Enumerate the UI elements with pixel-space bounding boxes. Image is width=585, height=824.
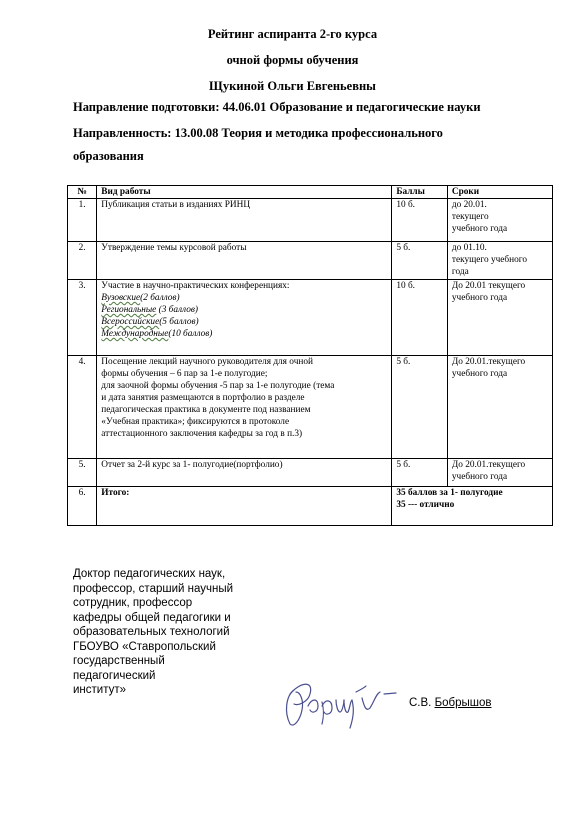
- row-num: 1.: [68, 199, 97, 242]
- conference-intro: Участие в научно-практических конференциях:: [101, 281, 290, 291]
- conference-level: [101, 328, 387, 340]
- row-kind: [97, 280, 392, 356]
- level-points: (2 баллов): [140, 293, 180, 303]
- term-line: года: [451, 267, 469, 277]
- conference-level: [101, 316, 387, 328]
- header-num: №: [68, 186, 97, 199]
- row-term: [447, 356, 552, 459]
- row-term: [447, 280, 552, 356]
- focus-value-1: 13.00.08 Теория и методика профессионального: [174, 126, 443, 140]
- title-line-2: очной формы обучения: [226, 53, 359, 67]
- term-line: учебного года: [451, 224, 508, 234]
- row-score: 5 б.: [392, 356, 448, 459]
- header-term: Сроки: [447, 186, 552, 199]
- position-line: ГБОУВО «Ставропольский: [73, 640, 216, 653]
- row-score: 10 б.: [392, 199, 448, 242]
- table-row-total: [68, 487, 553, 526]
- signer-initials: С.В.: [409, 697, 435, 709]
- focus-label: Направленность:: [73, 126, 172, 140]
- kind-line: для заочной формы обучения -5 пар за 1-е полугодие (тема: [101, 381, 335, 391]
- conference-level: [101, 292, 387, 304]
- term-line: текущего учебного: [451, 255, 527, 265]
- position-line: кафедры общей педагогики и: [73, 611, 231, 624]
- table-row: [68, 356, 553, 459]
- level-points: (5 баллов): [159, 317, 199, 327]
- position-line: профессор, старший научный: [73, 582, 234, 595]
- row-score: 5 б.: [392, 242, 448, 280]
- row-kind: Публикация статьи в изданиях РИНЦ: [97, 199, 392, 242]
- focus-line: [73, 126, 443, 141]
- position-line: государственный: [73, 655, 165, 667]
- term-line: До 20.01 текущего: [451, 281, 526, 291]
- handwritten-signature: [280, 672, 400, 739]
- total-line-1: 35 баллов за 1- полугодие: [396, 488, 503, 498]
- term-line: учебного года: [451, 293, 508, 303]
- row-term: [447, 242, 552, 280]
- total-line-2: 35 --- отлично: [396, 500, 455, 510]
- row-score: 5 б.: [392, 459, 448, 487]
- row-kind: Отчет за 2-й курс за 1- полугодие(портфолио): [97, 459, 392, 487]
- term-line: до 20.01.: [451, 200, 487, 210]
- level-name: Всероссийские: [101, 317, 160, 327]
- kind-line: и дата занятия размещаются в портфолио в разделе: [101, 393, 305, 403]
- signer-surname: Бобрышов: [434, 697, 492, 709]
- total-label: Итого:: [97, 487, 392, 526]
- kind-line: Посещение лекций научного руководителя для очной: [101, 357, 313, 367]
- row-num: 3.: [68, 280, 97, 356]
- direction-line: [73, 100, 481, 115]
- rating-table: [67, 185, 553, 526]
- term-line: До 20.01.текущего: [451, 460, 526, 470]
- row-num: 4.: [68, 356, 97, 459]
- direction-label: Направление подготовки:: [73, 100, 220, 114]
- level-points: (10 баллов): [168, 329, 213, 339]
- row-kind: [97, 356, 392, 459]
- title-line-3: Щукиной Ольги Евгеньевны: [209, 79, 376, 93]
- conference-level: [101, 304, 387, 316]
- row-kind: Утверждение темы курсовой работы: [97, 242, 392, 280]
- header-score: Баллы: [392, 186, 448, 199]
- table-row: [68, 459, 553, 487]
- row-term: [447, 199, 552, 242]
- table-row: [68, 199, 553, 242]
- total-value: [392, 487, 553, 526]
- row-num: 5.: [68, 459, 97, 487]
- term-line: учебного года: [451, 369, 508, 379]
- term-line: текущего: [451, 212, 489, 222]
- row-num: 6.: [68, 487, 97, 526]
- table-row: [68, 280, 553, 356]
- position-line: Доктор педагогических наук,: [73, 568, 226, 580]
- kind-line: педагогическая практика в документе под названием: [101, 405, 311, 415]
- term-line: до 01.10.: [451, 243, 487, 253]
- signer-name: [409, 697, 491, 709]
- level-name: Вузовские: [101, 293, 141, 303]
- table-header-row: [68, 186, 553, 199]
- position-line: сотрудник, профессор: [73, 597, 193, 609]
- level-name: Региональные: [101, 305, 157, 315]
- position-line: институт»: [73, 684, 127, 696]
- level-name: Международные: [101, 329, 169, 339]
- row-num: 2.: [68, 242, 97, 280]
- signature-icon: [280, 672, 400, 734]
- kind-line: аттестационного заключения кафедры за год в п.3): [101, 429, 303, 439]
- focus-line-2: образования: [73, 149, 144, 163]
- term-line: учебного года: [451, 472, 508, 482]
- direction-value: 44.06.01 Образование и педагогические науки: [222, 100, 481, 114]
- term-line: До 20.01.текущего: [451, 357, 526, 367]
- title-line-1: Рейтинг аспиранта 2-го курса: [207, 27, 378, 41]
- position-line: педагогический: [73, 669, 156, 682]
- header-kind: Вид работы: [97, 186, 392, 199]
- table-row: [68, 242, 553, 280]
- kind-line: «Учебная практика»; фиксируются в протоколе: [101, 417, 290, 427]
- level-points: (3 баллов): [156, 305, 198, 315]
- kind-line: формы обучения – 6 пар за 1-е полугодие;: [101, 369, 268, 379]
- signer-position: [73, 567, 273, 698]
- row-score: 10 б.: [392, 280, 448, 356]
- position-line: образовательных технологий: [73, 626, 230, 638]
- row-term: [447, 459, 552, 487]
